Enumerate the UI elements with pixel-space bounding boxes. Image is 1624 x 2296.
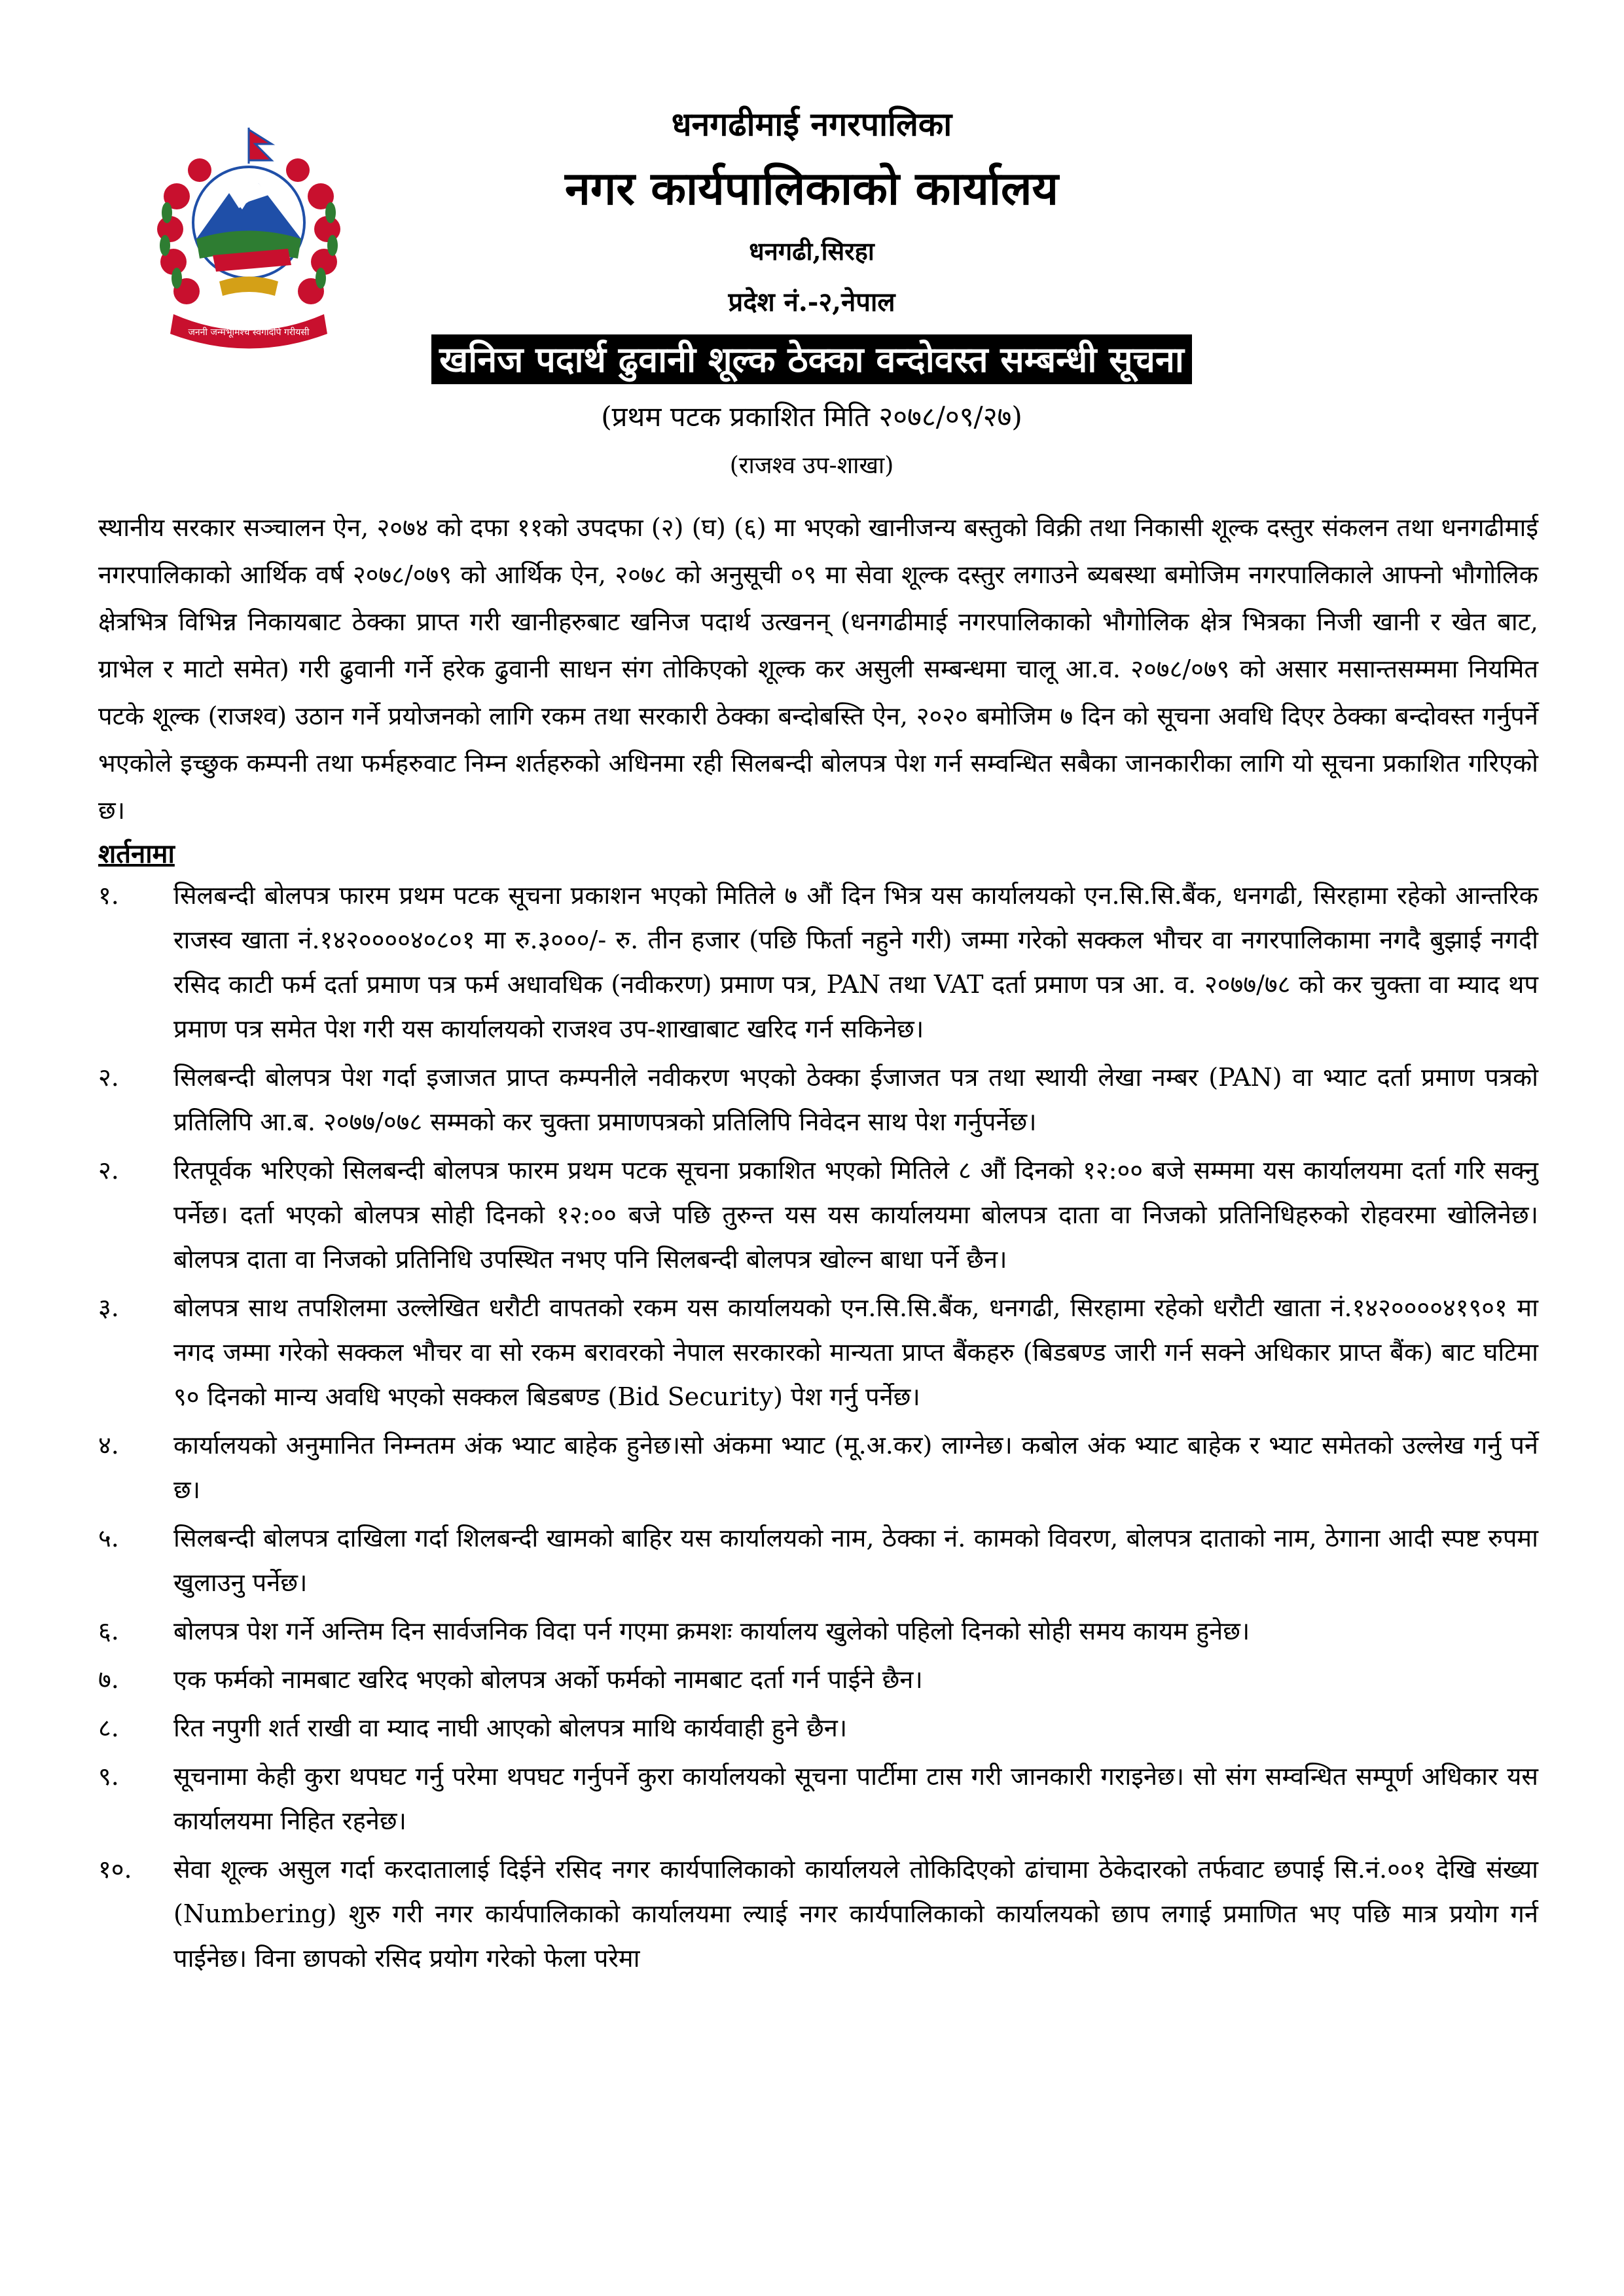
term-number: १. <box>98 881 119 910</box>
term-text: सेवा शूल्क असुल गर्दा करदातालाई दिईने रसिद नगर कार्यपालिकाको कार्यालयले तोकिदिएको ढांचामा ठेकेदारको तर्फवाट छपाई सि.नं.००१ देखि संख्या (Numbering) शुरु गरी नगर कार्यपालिकाको कार्यालयमा ल्याई नगर कार्यपालिकाको कार्यालयको छाप लगाई प्रमाणित भए पछि मात्र प्रयोग गर्न पाईनेछ। विना छापको रसिद प्रयोग गरेको फेला परेमा <box>173 1855 1538 1973</box>
municipality-name: धनगढीमाई नगरपालिका <box>671 105 952 143</box>
term-text: सिलबन्दी बोलपत्र फारम प्रथम पटक सूचना प्रकाशन भएको मितिले ७ औं दिन भित्र यस कार्यालयको एन.सि.सि.बैंक, धनगढी, सिरहामा रहेको आन्तरिक राजस्व खाता नं.१४२००००४०८०१ मा रु.३०००/- रु. तीन हजार (पछि फिर्ता नहुने गरी) जम्मा गरेको सक्कल भौचर वा नगरपालिकामा नगदै बुझाई नगदी रसिद काटी फर्म दर्ता प्रमाण पत्र फर्म अधावधिक (नवीकरण) प्रमाण पत्र, PAN तथा VAT दर्ता प्रमाण पत्र आ. व. २०७७/७८ को कर चुक्ता वा म्याद थप प्रमाण पत्र समेत पेश गरी यस कार्यालयको राजश्व उप-शाखाबाट खरिद गर्न सकिनेछ। <box>173 881 1538 1043</box>
office-location: धनगढी,सिरहा <box>749 236 875 266</box>
term-number: ८. <box>98 1713 119 1742</box>
terms-list <box>98 873 1538 1981</box>
term-item <box>98 873 1538 1051</box>
term-number: ७. <box>98 1665 119 1694</box>
term-number: २. <box>98 1063 119 1092</box>
published-date: (प्रथम पटक प्रकाशित मिति २०७८/०९/२७) <box>601 401 1022 433</box>
office-name: नगर कार्यपालिकाको कार्यालय <box>564 161 1059 215</box>
term-item <box>98 1285 1538 1419</box>
terms-heading: शर्तनामा <box>98 838 175 869</box>
term-text: सूचनामा केही कुरा थपघट गर्नु परेमा थपघट गर्नुपर्ने कुरा कार्यालयको सूचना पार्टीमा टास गरी जानकारी गराइनेछ। सो संग सम्वन्धित सम्पूर्ण अधिकार यस कार्यालयमा निहित रहनेछ। <box>173 1762 1538 1835</box>
term-item <box>98 1706 1538 1750</box>
section-name: (राजश्व उप-शाखा) <box>729 452 894 479</box>
term-text: सिलबन्दी बोलपत्र पेश गर्दा इजाजत प्राप्त कम्पनीले नवीकरण भएको ठेक्का ईजाजत पत्र तथा स्थायी लेखा नम्बर (PAN) वा भ्याट दर्ता प्रमाण पत्रको प्रतिलिपि आ.ब. २०७७/०७८ सम्मको कर चुक्ता प्रमाणपत्रको प्रतिलिपि निवेदन साथ पेश गर्नुपर्नेछ। <box>173 1063 1538 1136</box>
term-number: ६. <box>98 1617 119 1645</box>
term-text: एक फर्मको नामबाट खरिद भएको बोलपत्र अर्को फर्मको नामबाट दर्ता गर्न पाईने छैन। <box>173 1665 923 1694</box>
letterhead <box>367 98 1257 488</box>
nepal-emblem-icon <box>151 124 347 357</box>
term-text: बोलपत्र पेश गर्ने अन्तिम दिन सार्वजनिक विदा पर्न गएमा क्रमशः कार्यालय खुलेको पहिलो दिनको सोही समय कायम हुनेछ। <box>173 1617 1250 1645</box>
term-text: कार्यालयको अनुमानित निम्नतम अंक भ्याट बाहेक हुनेछ।सो अंकमा भ्याट (मू.अ.कर) लाग्नेछ। कबोल अंक भ्याट बाहेक र भ्याट समेतको उल्लेख गर्नु पर्ने छ। <box>173 1431 1538 1504</box>
emblem-motto: जननी जन्मभूमिश्च स्वर्गादपि गरीयसी <box>188 327 310 338</box>
term-item <box>98 1423 1538 1512</box>
term-text: रित नपुगी शर्त राखी वा म्याद नाघी आएको बोलपत्र माथि कार्यवाही हुने छैन। <box>173 1713 848 1742</box>
term-item <box>98 1055 1538 1144</box>
notice-body <box>98 504 1538 1984</box>
term-number: १०. <box>98 1855 132 1884</box>
term-number: ९. <box>98 1762 119 1791</box>
term-item <box>98 1754 1538 1843</box>
term-text: सिलबन्दी बोलपत्र दाखिला गर्दा शिलबन्दी खामको बाहिर यस कार्यालयको नाम, ठेक्का नं. कामको विवरण, बोलपत्र दाताको नाम, ठेगाना आदी स्पष्ट रुपमा खुलाउनु पर्नेछ। <box>173 1524 1538 1597</box>
term-number: ५. <box>98 1524 119 1552</box>
notice-title: खनिज पदार्थ ढुवानी शूल्क ठेक्का वन्दोवस्त सम्बन्धी सूचना <box>431 334 1192 384</box>
term-number: ३. <box>98 1293 119 1322</box>
term-number: ४. <box>98 1431 119 1460</box>
term-item <box>98 1609 1538 1653</box>
province-line: प्रदेश नं.-२,नेपाल <box>728 287 895 317</box>
term-item <box>98 1657 1538 1702</box>
intro-paragraph: स्थानीय सरकार सञ्चालन ऐन, २०७४ को दफा ११को उपदफा (२) (घ) (६) मा भएको खानीजन्य बस्तुको विक्री तथा निकासी शूल्क दस्तुर संकलन तथा धनगढीमाई नगरपालिकाको आर्थिक वर्ष २०७८/०७९ को आर्थिक ऐन, २०७८ को अनुसूची ०९ मा सेवा शूल्क दस्तुर लगाउने ब्यबस्था बमोजिम नगरपालिकाले आफ्नो भौगोलिक क्षेत्रभित्र विभिन्न निकायबाट ठेक्का प्राप्त गरी खानीहरुबाट खनिज पदार्थ उत्खनन् (धनगढीमाई नगरपालिकाको भौगोलिक क्षेत्र भित्रका निजी खानी र खेत बाट, ग्राभेल र माटो समेत) गरी ढुवानी गर्ने हरेक ढुवानी साधन संग तोकिएको शूल्क कर असुली सम्बन्धमा चालू आ.व. २०७८/०७९ को असार मसान्तसम्ममा नियमित पटके शूल्क (राजश्व) उठान गर्ने प्रयोजनको लागि रकम तथा सरकारी ठेक्का बन्दोबस्ति ऐन, २०२० बमोजिम ७ दिन को सूचना अवधि दिएर ठेक्का बन्दोवस्त गर्नुपर्ने भएकोले इच्छुक कम्पनी तथा फर्महरुवाट निम्न शर्तहरुको अधिनमा रही सिलबन्दी बोलपत्र पेश गर्न सम्वन्धित सबैका जानकारीका लागि यो सूचना प्रकाशित गरिएको छ। <box>98 513 1538 825</box>
term-item <box>98 1847 1538 1981</box>
term-text: रितपूर्वक भरिएको सिलबन्दी बोलपत्र फारम प्रथम पटक सूचना प्रकाशित भएको मितिले ८ औं दिनको १२:०० बजे सम्ममा यस कार्यालयमा दर्ता गरि सक्नु पर्नेछ। दर्ता भएको बोलपत्र सोही दिनको १२:०० बजे पछि तुरुन्त यस यस कार्यालयमा बोलपत्र दाता वा निजको प्रतिनिधिहरुको रोहवरमा खोलिनेछ। बोलपत्र दाता वा निजको प्रतिनिधि उपस्थित नभए पनि सिलबन्दी बोलपत्र खोल्न बाधा पर्ने छैन। <box>173 1156 1538 1274</box>
term-item <box>98 1516 1538 1605</box>
term-item <box>98 1148 1538 1282</box>
term-number: २. <box>98 1156 119 1185</box>
term-text: बोलपत्र साथ तपशिलमा उल्लेखित धरौटी वापतको रकम यस कार्यालयको एन.सि.सि.बैंक, धनगढी, सिरहामा रहेको धरौटी खाता नं.१४२००००४१९०१ मा नगद जम्मा गरेको सक्कल भौचर वा सो रकम बरावरको नेपाल सरकारको मान्यता प्राप्त बैंकहरु (बिडबण्ड जारी गर्न सक्ने अधिकार प्राप्त बैंक) बाट घटिमा ९० दिनको मान्य अवधि भएको सक्कल बिडबण्ड (Bid Security) पेश गर्नु पर्नेछ। <box>173 1293 1538 1411</box>
